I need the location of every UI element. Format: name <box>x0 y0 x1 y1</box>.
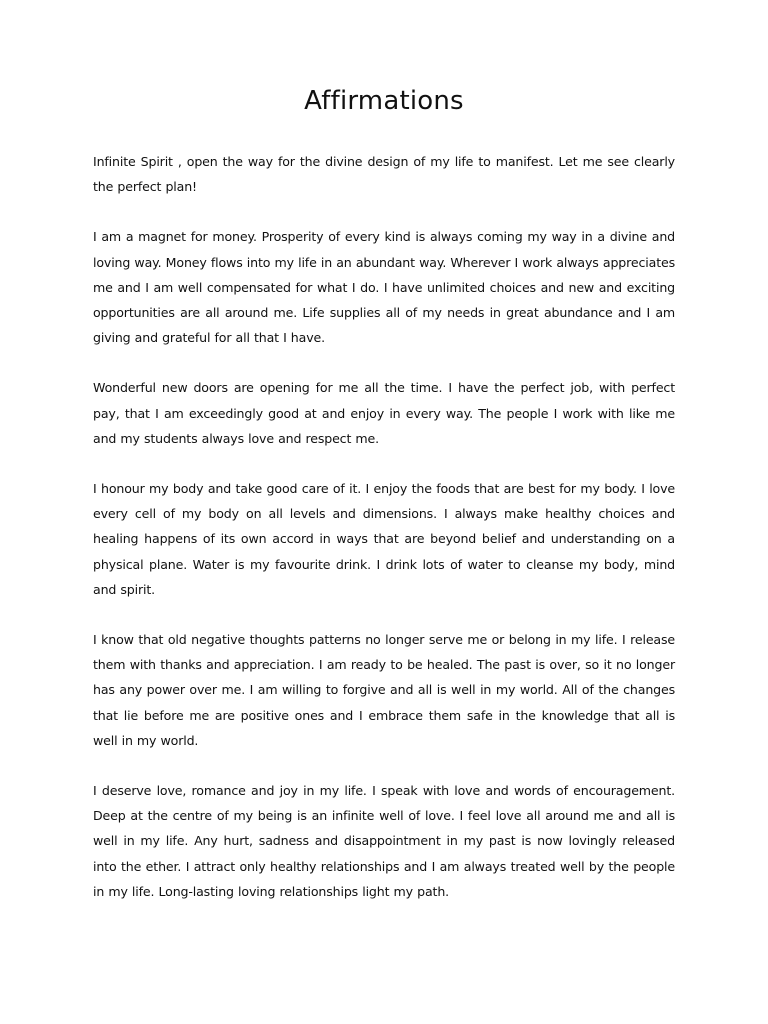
paragraph-infinite-spirit: Infinite Spirit , open the way for the divine design of my life to manifest. Let me see clearly the perfect plan! <box>93 154 675 195</box>
paragraph-love: I deserve love, romance and joy in my life. I speak with love and words of encouragement. Deep at the centre of my being is an infinite well of love. I feel love all around me and all is well in my life. Any hurt, sadness and disappointment in my past is now lovingly released into the ether. I attract only healthy relationships and I am always treated well by the people in my life. Long-lasting loving relationships light my path. <box>93 783 675 899</box>
page-title: Affirmations <box>304 86 464 116</box>
paragraph-body: I honour my body and take good care of it. I enjoy the foods that are best for my body. I love every cell of my body on all levels and dimensions. I always make healthy choices and healing happens of its own accord in ways that are beyond belief and understanding on a physical plane. Water is my favourite drink. I drink lots of water to cleanse my body, mind and spirit. <box>93 481 675 597</box>
document-body <box>93 149 675 929</box>
document-page <box>93 0 675 1024</box>
paragraph-money: I am a magnet for money. Prosperity of every kind is always coming my way in a divine and loving way. Money flows into my life in an abundant way. Wherever I work always appreciates me and I am well compensated for what I do. I have unlimited choices and new and exciting opportunities are all around me. Life supplies all of my needs in great abundance and I am giving and grateful for all that I have. <box>93 229 675 346</box>
paragraph-negative-thoughts: I know that old negative thoughts patterns no longer serve me or belong in my life. I release them with thanks and appreciation. I am ready to be healed. The past is over, so it no longer has any power over me. I am willing to forgive and all is well in my world. All of the changes that lie before me are positive ones and I embrace them safe in the knowledge that all is well in my world. <box>93 632 675 748</box>
paragraph-new-doors: Wonderful new doors are opening for me all the time. I have the perfect job, with perfect pay, that I am exceedingly good at and enjoy in every way. The people I work with like me and my students always love and respect me. <box>93 380 675 446</box>
